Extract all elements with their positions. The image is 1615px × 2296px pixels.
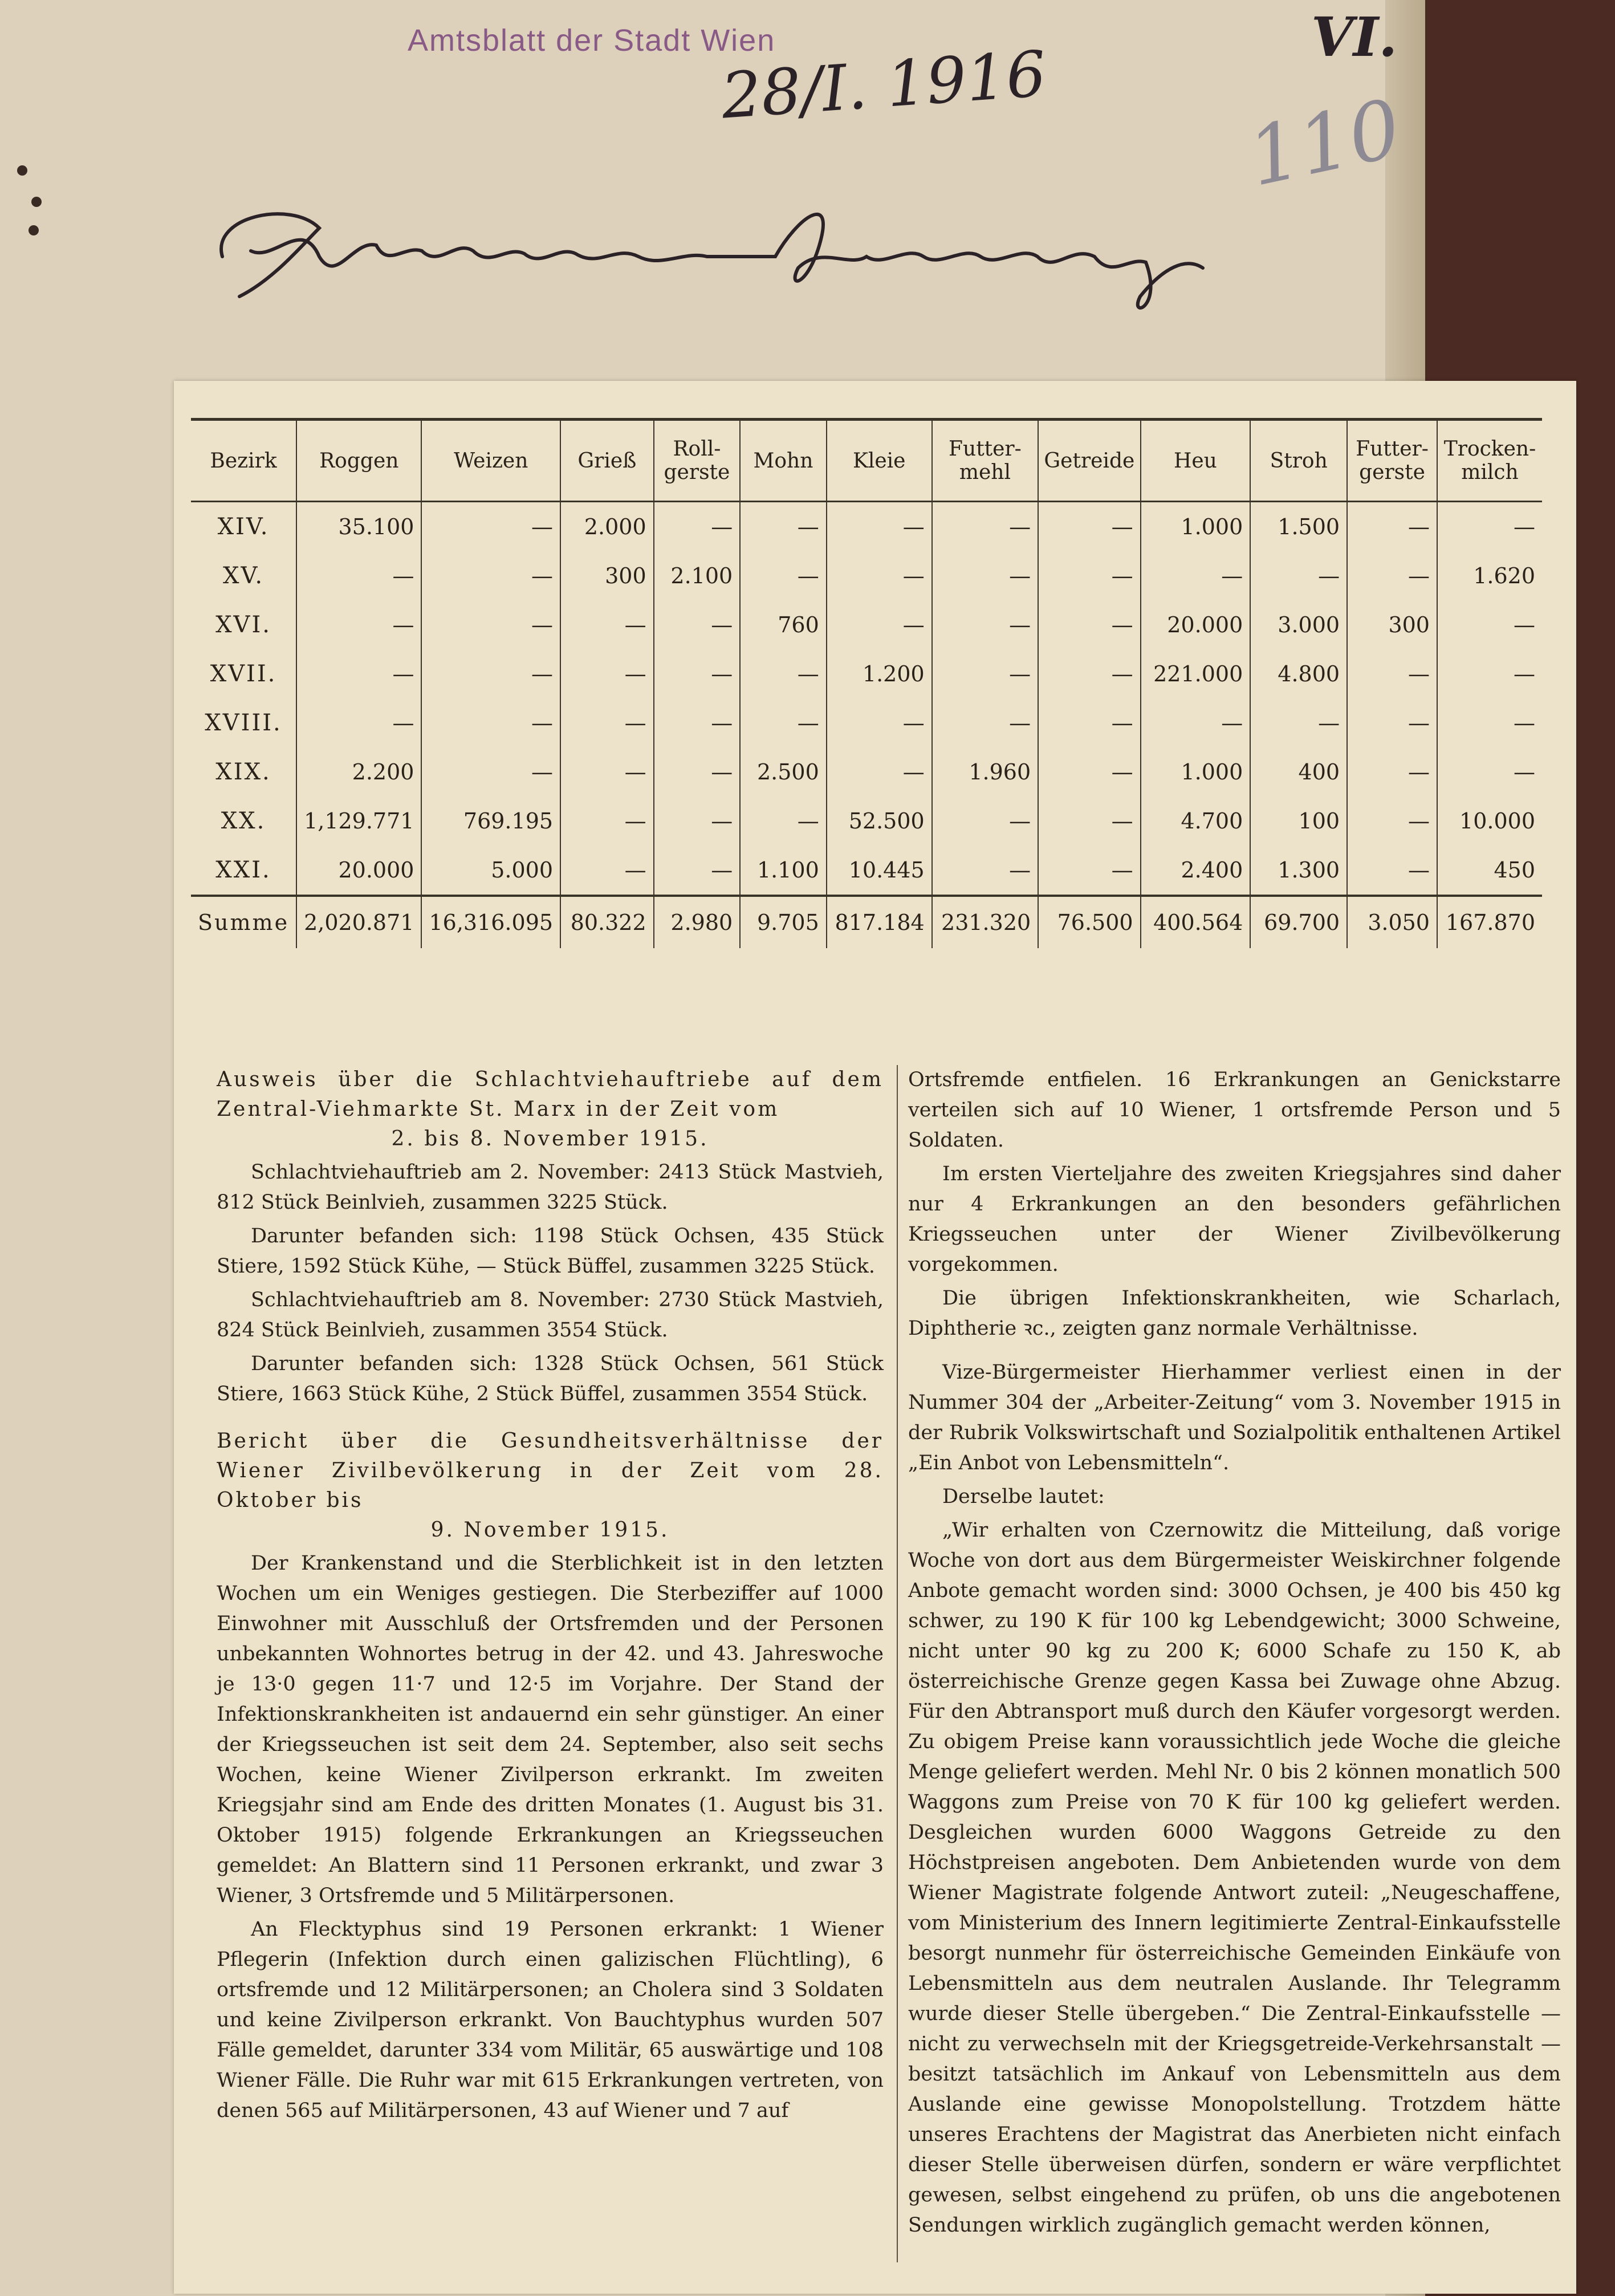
value-cell: — xyxy=(1347,747,1437,797)
value-cell: — xyxy=(560,797,654,846)
value-cell: — xyxy=(740,649,827,698)
value-cell: — xyxy=(296,698,421,747)
district-cell: XIV. xyxy=(217,514,270,540)
col-header: Heu xyxy=(1141,420,1251,502)
value-cell: 9.705 xyxy=(740,896,827,948)
district-cell: Summe xyxy=(191,896,296,948)
value-cell: — xyxy=(560,649,654,698)
value-cell: — xyxy=(827,747,932,797)
value-cell: — xyxy=(932,698,1038,747)
punch-hole xyxy=(29,225,39,235)
value-cell: — xyxy=(421,502,560,552)
value-cell: 2.200 xyxy=(296,747,421,797)
value-cell: — xyxy=(932,797,1038,846)
value-cell: — xyxy=(1038,797,1140,846)
value-cell: 52.500 xyxy=(827,797,932,846)
value-cell: — xyxy=(421,649,560,698)
value-cell: 760 xyxy=(740,600,827,649)
value-cell: — xyxy=(932,502,1038,552)
value-cell: — xyxy=(1347,551,1437,600)
value-cell: — xyxy=(560,698,654,747)
paragraph: Schlachtviehauftrieb am 2. November: 2413 Stück Mastvieh, 812 Stück Beinlvieh, zusammen 3225 Stück. xyxy=(217,1161,884,1214)
value-cell: 5.000 xyxy=(421,846,560,896)
col-header: Kleie xyxy=(827,420,932,502)
roman-numeral: VI. xyxy=(1311,6,1398,69)
value-cell: 769.195 xyxy=(421,797,560,846)
value-cell: — xyxy=(932,600,1038,649)
column-separator xyxy=(897,1065,898,2262)
value-cell: 221.000 xyxy=(1141,649,1251,698)
value-cell: 3.000 xyxy=(1250,600,1347,649)
value-cell: 4.700 xyxy=(1141,797,1251,846)
col-header: Grieß xyxy=(560,420,654,502)
value-cell: — xyxy=(560,846,654,896)
value-cell: — xyxy=(740,502,827,552)
value-cell: — xyxy=(1437,649,1542,698)
district-cell: XVIII. xyxy=(205,710,282,736)
newspaper-clipping xyxy=(174,381,1576,2294)
col-header: Bezirk xyxy=(191,420,296,502)
value-cell: 817.184 xyxy=(827,896,932,948)
left-column xyxy=(217,1065,884,2130)
table-row xyxy=(191,600,1542,649)
right-column xyxy=(908,1065,1561,2244)
value-cell: 2.000 xyxy=(560,502,654,552)
value-cell: — xyxy=(654,747,741,797)
value-cell: — xyxy=(1437,502,1542,552)
value-cell: 1.620 xyxy=(1437,551,1542,600)
value-cell: 400.564 xyxy=(1141,896,1251,948)
value-cell: — xyxy=(1347,502,1437,552)
value-cell: 2.500 xyxy=(740,747,827,797)
section-heading: Ausweis über die Schlachtviehauftriebe auf dem Zentral-Viehmarkte St. Marx in der Zeit vom 2. bis 8. November 1915. xyxy=(217,1068,884,1151)
col-header: Getreide xyxy=(1038,420,1140,502)
value-cell: 2.100 xyxy=(654,551,741,600)
table-row xyxy=(191,698,1542,747)
value-cell: 1,129.771 xyxy=(296,797,421,846)
district-cell: XVI. xyxy=(215,612,271,638)
district-cell: XIX. xyxy=(215,759,271,785)
value-cell: — xyxy=(827,600,932,649)
col-header: Stroh xyxy=(1250,420,1347,502)
value-cell: 450 xyxy=(1437,846,1542,896)
table-row xyxy=(191,797,1542,846)
value-cell: — xyxy=(932,551,1038,600)
paragraph: Derselbe lautet: xyxy=(942,1485,1105,1508)
pencil-number: 110 xyxy=(1240,82,1409,205)
value-cell: — xyxy=(932,649,1038,698)
district-cell: XXI. xyxy=(215,857,271,883)
table-row xyxy=(191,649,1542,698)
grain-table xyxy=(191,418,1542,948)
handwritten-date: 28/I. 1916 xyxy=(719,37,1049,133)
value-cell: — xyxy=(296,551,421,600)
value-cell: 20.000 xyxy=(296,846,421,896)
value-cell: — xyxy=(421,600,560,649)
col-header: Roll-gerste xyxy=(654,420,741,502)
value-cell: — xyxy=(827,698,932,747)
value-cell: 1.100 xyxy=(740,846,827,896)
punch-hole xyxy=(31,197,42,207)
value-cell: — xyxy=(296,600,421,649)
value-cell: 20.000 xyxy=(1141,600,1251,649)
table-row xyxy=(191,747,1542,797)
value-cell: 2.980 xyxy=(654,896,741,948)
value-cell: — xyxy=(1038,846,1140,896)
library-stamp: Amtsblatt der Stadt Wien xyxy=(408,23,776,58)
value-cell: — xyxy=(1038,649,1140,698)
value-cell: — xyxy=(654,502,741,552)
paragraph: Ortsfremde entfielen. 16 Erkrankungen an Genickstarre verteilen sich auf 10 Wiener, 1 ortsfremde Person und 5 Soldaten. xyxy=(908,1068,1561,1152)
value-cell: 100 xyxy=(1250,797,1347,846)
value-cell: 2.400 xyxy=(1141,846,1251,896)
value-cell: — xyxy=(740,551,827,600)
value-cell: 35.100 xyxy=(296,502,421,552)
value-cell: — xyxy=(740,797,827,846)
value-cell: — xyxy=(740,698,827,747)
value-cell: 80.322 xyxy=(560,896,654,948)
value-cell: — xyxy=(421,551,560,600)
value-cell: — xyxy=(654,649,741,698)
paragraph: Im ersten Vierteljahre des zweiten Kriegsjahres sind daher nur 4 Erkrankungen an den besonders gefährlichen Kriegsseuchen unter der Wiener Zivilbevölkerung vorgekommen. xyxy=(908,1163,1561,1276)
punch-hole xyxy=(17,165,27,176)
col-header: Trocken-milch xyxy=(1437,420,1542,502)
value-cell: — xyxy=(654,698,741,747)
paragraph: Schlachtviehauftrieb am 8. November: 2730 Stück Mastvieh, 824 Stück Beinlvieh, zusammen 3554 Stück. xyxy=(217,1289,884,1342)
value-cell: — xyxy=(421,747,560,797)
value-cell: 76.500 xyxy=(1038,896,1140,948)
value-cell: — xyxy=(654,600,741,649)
value-cell: 16,316.095 xyxy=(421,896,560,948)
value-cell: — xyxy=(1141,698,1251,747)
value-cell: — xyxy=(654,797,741,846)
table-row xyxy=(191,551,1542,600)
value-cell: — xyxy=(1437,698,1542,747)
value-cell: — xyxy=(1347,797,1437,846)
value-cell: — xyxy=(1347,846,1437,896)
value-cell: 10.000 xyxy=(1437,797,1542,846)
value-cell: 1.960 xyxy=(932,747,1038,797)
district-cell: XV. xyxy=(222,563,265,589)
sum-row xyxy=(191,896,1542,948)
value-cell: — xyxy=(1038,698,1140,747)
value-cell: — xyxy=(654,846,741,896)
col-header: Mohn xyxy=(740,420,827,502)
paragraph: Darunter befanden sich: 1198 Stück Ochsen, 435 Stück Stiere, 1592 Stück Kühe, — Stück Büffel, zusammen 3225 Stück. xyxy=(217,1225,884,1278)
paragraph: Darunter befanden sich: 1328 Stück Ochsen, 561 Stück Stiere, 1663 Stück Kühe, 2 Stück Büffel, zusammen 3554 Stück. xyxy=(217,1352,884,1405)
value-cell: 300 xyxy=(560,551,654,600)
value-cell: 231.320 xyxy=(932,896,1038,948)
table-row xyxy=(191,502,1542,552)
value-cell: 167.870 xyxy=(1437,896,1542,948)
value-cell: — xyxy=(827,551,932,600)
col-header: Futter-gerste xyxy=(1347,420,1437,502)
col-header: Futter-mehl xyxy=(932,420,1038,502)
section-heading: Bericht über die Gesundheitsverhältnisse der Wiener Zivilbevölkerung in der Zeit vom 28. Oktober bis 9. November 1915. xyxy=(217,1429,884,1542)
col-header: Roggen xyxy=(296,420,421,502)
value-cell: — xyxy=(932,846,1038,896)
table-row xyxy=(191,846,1542,896)
paragraph: Der Krankenstand und die Sterblichkeit ist in den letzten Wochen um ein Weniges gestiegen. Die Sterbeziffer auf 1000 Einwohner mit Ausschluß der Ortsfremden und der Personen unbekannten Wohnortes betrug in der 42. und 43. Jahreswoche je 13·0 gegen 11·7 und 12·5 im Vorjahre. Der Stand der Infektionskrankheiten ist andauernd ein sehr günstiger. An einer der Kriegsseuchen ist seit dem 24. September, also seit sechs Wochen, keine Wiener Zivilperson erkrankt. Im zweiten Kriegsjahr sind am Ende des dritten Monates (1. August bis 31. Oktober 1915) folgende Erkrankungen an Kriegsseuchen gemeldet: An Blattern sind 11 Personen erkrankt, und zwar 3 Wiener, 3 Ortsfremde und 5 Militärpersonen. xyxy=(217,1552,884,1907)
value-cell: 1.000 xyxy=(1141,747,1251,797)
value-cell: — xyxy=(1038,747,1140,797)
paragraph: „Wir erhalten von Czernowitz die Mitteilung, daß vorige Woche von dort aus dem Bürgermeister Weiskirchner folgende Anbote gemacht worden sind: 3000 Ochsen, je 400 bis 450 kg schwer, zu 190 K für 100 kg Lebendgewicht; 3000 Schweine, nicht unter 90 kg zu 200 K; 6000 Schafe zu 150 K, ab österreichische Grenze gegen Kassa bei Zuwage ohne Abzug. Für den Abtransport muß durch den Käufer vorgesorgt werden. Zu obigem Preise kann voraussichtlich jede Woche die gleiche Menge geliefert werden. Mehl Nr. 0 bis 2 können monatlich 500 Waggons zum Preise von 70 K für 100 kg geliefert werden. Desgleichen wurden 6000 Waggons Getreide zu den Höchstpreisen angeboten. Dem Anbietenden wurde von dem Wiener Magistrate folgende Antwort zuteil: „Neugeschaffene, vom Ministerium des Innern legitimierte Zentral-Einkaufsstelle besorgt nunmehr für österreichische Gemeinden Einkäufe von Lebensmitteln aus dem neutralen Auslande. Ihr Telegramm wurde dieser Stelle übergeben.“ Die Zentral-Einkaufsstelle — nicht zu verwechseln mit der Kriegsgetreide-Verkehrsanstalt — besitzt tatsächlich im Ankauf von Lebensmitteln aus dem Auslande eine gewisse Monopolstellung. Trotzdem hätte unseres Erachtens der Magistrat das Anerbieten nicht einfach dieser Stelle überweisen dürfen, sondern er wäre verpflichtet gewesen, selbst eingehend zu prüfen, ob uns die angebotenen Sendungen wirklich zugänglich gemacht werden können, xyxy=(908,1519,1561,2237)
paragraph: Vize-Bürgermeister Hierhammer verliest einen in der Nummer 304 der „Arbeiter-Zeitung“ vom 3. November 1915 in der Rubrik Volkswirtschaft und Sozialpolitik enthaltenen Artikel „Ein Anbot von Lebensmitteln“. xyxy=(908,1361,1561,1474)
value-cell: — xyxy=(1038,600,1140,649)
table-header-row xyxy=(191,420,1542,502)
col-header: Weizen xyxy=(421,420,560,502)
value-cell: — xyxy=(1250,698,1347,747)
paragraph: Die übrigen Infektionskrankheiten, wie Scharlach, Diphtherie ꝛc., zeigten ganz normale Verhältnisse. xyxy=(908,1287,1561,1340)
handwritten-title xyxy=(205,182,1209,319)
value-cell: — xyxy=(560,600,654,649)
value-cell: 1.300 xyxy=(1250,846,1347,896)
value-cell: — xyxy=(1038,502,1140,552)
district-cell: XVII. xyxy=(210,661,277,687)
value-cell: 1.500 xyxy=(1250,502,1347,552)
value-cell: — xyxy=(1141,551,1251,600)
value-cell: 69.700 xyxy=(1250,896,1347,948)
value-cell: 2,020.871 xyxy=(296,896,421,948)
value-cell: — xyxy=(560,747,654,797)
value-cell: — xyxy=(1250,551,1347,600)
value-cell: — xyxy=(296,649,421,698)
value-cell: — xyxy=(421,698,560,747)
paragraph: An Flecktyphus sind 19 Personen erkrankt: 1 Wiener Pflegerin (Infektion durch einen galizischen Flüchtling), 6 ortsfremde und 12 Militärpersonen; an Cholera sind 3 Soldaten und keine Zivilperson erkrankt. Von Bauchtyphus wurden 507 Fälle gemeldet, darunter 334 vom Militär, 65 auswärtige und 108 Wiener Fälle. Die Ruhr war mit 615 Erkrankungen vertreten, von denen 565 auf Militärpersonen, 43 auf Wiener und 7 auf xyxy=(217,1918,884,2122)
value-cell: 400 xyxy=(1250,747,1347,797)
value-cell: — xyxy=(827,502,932,552)
value-cell: 3.050 xyxy=(1347,896,1437,948)
value-cell: — xyxy=(1437,747,1542,797)
value-cell: 1.000 xyxy=(1141,502,1251,552)
value-cell: — xyxy=(1347,698,1437,747)
value-cell: — xyxy=(1347,649,1437,698)
value-cell: — xyxy=(1437,600,1542,649)
value-cell: 1.200 xyxy=(827,649,932,698)
district-cell: XX. xyxy=(221,808,266,834)
value-cell: 300 xyxy=(1347,600,1437,649)
value-cell: — xyxy=(1038,551,1140,600)
value-cell: 4.800 xyxy=(1250,649,1347,698)
value-cell: 10.445 xyxy=(827,846,932,896)
